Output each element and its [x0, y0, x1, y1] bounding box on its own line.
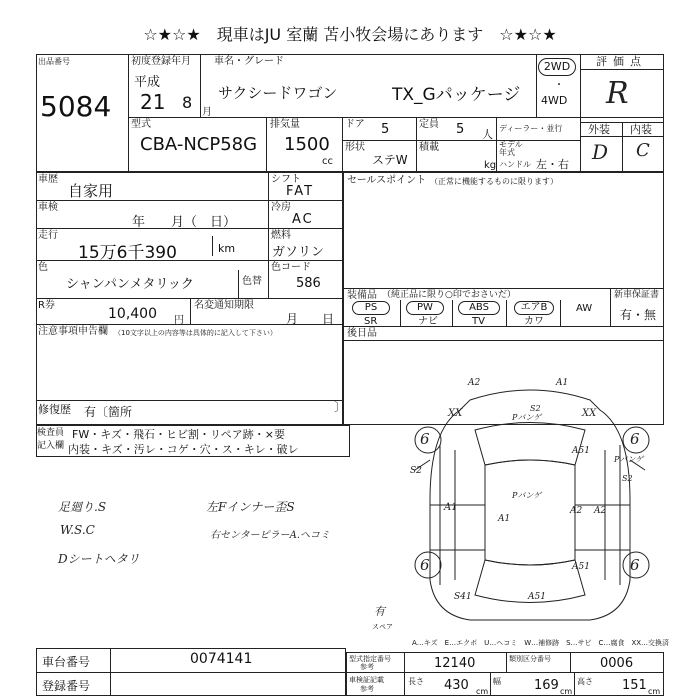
color-value: シャンパンメタリック [66, 277, 194, 292]
spec-no-sub: 参考 [360, 663, 374, 671]
capacity-value: 5 [456, 122, 465, 137]
displacement-value: 1500 [284, 134, 330, 155]
warranty-value: 有・無 [620, 308, 657, 322]
int-label: 内装 [630, 123, 652, 136]
first-reg-era: 平成 [134, 75, 161, 90]
ext-value: D [592, 140, 609, 164]
equip-airbag: エアB [514, 301, 554, 315]
shape-label: 形状 [345, 142, 365, 153]
check-line-2: 内装・キズ・汚レ・コゲ・穴・ス・キレ・破レ [68, 443, 299, 456]
mark-0: A2 [468, 378, 481, 388]
ext-label: 外装 [588, 123, 610, 136]
drive-2wd: 2WD [538, 58, 576, 76]
color-code: 586 [296, 276, 321, 291]
caution-note: （10文字以上の内容等は具体的に記入して下さい） [114, 329, 277, 337]
sales-point-label: セールスポイント [347, 175, 427, 186]
drive-4wd: 4WD [541, 94, 568, 107]
first-reg-label: 初度登録年月 [131, 56, 191, 67]
dims-label: 車検証記載 [349, 676, 384, 684]
width-value: 169 [534, 678, 559, 693]
mark-10: S2 [410, 466, 422, 476]
mark-2: XX [448, 408, 463, 419]
equipment-note: （純正品に限り○印でおさいだ） [382, 290, 516, 300]
reg-no-label: 登録番号 [42, 679, 91, 693]
model-label: 型式 [131, 119, 151, 130]
notice-date-text: 月 日 [286, 312, 335, 326]
spec-no-value: 12140 [434, 656, 476, 671]
after-label: 後日品 [347, 328, 377, 339]
lot-label: 出品番号 [38, 57, 70, 66]
first-reg-year: 21 [140, 90, 166, 114]
model-value: CBA-NCP58G [140, 134, 258, 155]
mileage-label: 走行 [38, 230, 58, 241]
mark-3: XX [582, 408, 597, 419]
equip-abs: ABS [458, 301, 500, 315]
fuel-label: 燃料 [271, 230, 291, 241]
notice-date-label: 名変通知期限 [194, 300, 254, 311]
mark-22: 有 [374, 605, 385, 618]
lot-number: 5084 [40, 90, 112, 123]
ac-value: AC [292, 212, 314, 227]
mileage-value: 15万6千390 [78, 243, 177, 263]
mark-19: 6 [630, 430, 640, 448]
inspection-text: 年 月（ 日） [132, 215, 237, 230]
int-value: C [636, 140, 650, 161]
mark-13: A1 [498, 514, 511, 524]
car-name: サクシードワゴン [218, 84, 338, 102]
mark-16: S41 [454, 592, 472, 602]
color-change-label: 色替 [242, 276, 262, 287]
equip-pw: PW [406, 301, 444, 315]
recycle-value: 10,400 [108, 306, 157, 322]
mark-5: Pバンゲ [512, 413, 542, 422]
drive-separator: ・ [554, 80, 564, 91]
shift-label: シフト [271, 174, 301, 185]
note-1: 足廻り.S [58, 500, 107, 514]
handle-value: 左・右 [536, 158, 569, 171]
car-grade: TX_Gパッケージ [392, 85, 521, 105]
mark-15: A51 [572, 562, 590, 572]
width-label: 幅 [493, 677, 501, 686]
frame-value: 0074141 [190, 651, 253, 667]
displacement-unit: cc [322, 156, 333, 167]
rating-label: 評価点 [596, 55, 647, 68]
equip-sr: SR [364, 316, 378, 327]
note-5: 右センターピラーA.ヘコミ [210, 530, 331, 541]
handle-label: ハンドル [499, 160, 531, 169]
recycle-unit: 円 [174, 315, 184, 326]
class-no-value: 0006 [600, 656, 634, 671]
equip-aw: AW [576, 303, 593, 314]
shift-value: FAT [286, 184, 315, 199]
caution-label: 注意事項申告欄 [38, 326, 108, 337]
mark-8: A2 [570, 506, 583, 516]
height-unit: cm [648, 687, 661, 696]
repair-label: 修復歴 [38, 403, 71, 416]
mark-12: Pバンゲ [512, 491, 542, 500]
repair-bracket: 〕 [334, 400, 347, 414]
equip-leather: カワ [524, 316, 544, 327]
capacity-label: 定員 [419, 119, 439, 130]
mark-17: A51 [528, 592, 546, 602]
color-code-label: 色コード [271, 262, 311, 273]
spec-no-label: 型式指定番号 [349, 655, 391, 663]
mark-4: S2 [530, 404, 541, 413]
header-banner: ☆★☆★ 現車はJU 室蘭 苫小牧会場にあります ☆★☆★ [143, 25, 557, 44]
equip-navi: ナビ [418, 316, 438, 327]
length-value: 430 [444, 678, 469, 693]
history-label: 車歴 [38, 174, 58, 185]
color-label: 色 [38, 262, 48, 273]
check-line-1: FW・キズ・飛石・ヒビ割・リペア跡・×要 [72, 428, 285, 441]
fuel-value: ガソリン [272, 245, 325, 260]
note-4: 左Fインナー歪S [206, 500, 295, 514]
check-label-1: 検査員 [37, 428, 65, 438]
dealer-label: ディーラー・並行 [499, 124, 563, 133]
equip-ps: PS [352, 301, 390, 315]
length-label: 長さ [408, 677, 424, 686]
rating-value: R [606, 76, 629, 111]
ac-label: 冷房 [271, 202, 291, 213]
warranty-label: 新車保証書 [614, 290, 660, 300]
diagram-legend: A…キズ E…エクボ U…ヘコミ W…補修跡 S…サビ C…腐食 XX…交換済 [412, 639, 670, 647]
width-unit: cm [560, 687, 573, 696]
height-label: 高さ [577, 677, 593, 686]
mark-18: 6 [420, 430, 430, 448]
mark-20: 6 [420, 556, 430, 574]
class-no-label: 類別区分番号 [509, 655, 551, 663]
inspection-label: 車検 [38, 202, 58, 213]
dims-sub: 参考 [360, 685, 374, 693]
spare-label: スペア [372, 623, 393, 631]
equipment-label: 装備品 [347, 290, 377, 301]
note-2: W.S.C [60, 523, 95, 537]
mark-11: Pバンゲ [614, 455, 644, 464]
repair-value: 有〔箇所 [84, 405, 133, 419]
model-year-label: モデル年式 [499, 140, 523, 157]
load-label: 積載 [419, 142, 439, 153]
mark-14: S2 [622, 474, 633, 483]
displacement-label: 排気量 [270, 119, 300, 130]
frame-label: 車台番号 [42, 655, 91, 669]
capacity-unit: 人 [482, 128, 493, 141]
mark-9: A2 [594, 506, 607, 516]
check-label-2: 記入欄 [37, 441, 65, 451]
doors-value: 5 [381, 122, 390, 137]
shape-value: ステW [372, 153, 408, 167]
load-unit: kg [484, 160, 497, 171]
mark-7: A1 [444, 502, 458, 513]
first-reg-month: 8 [182, 93, 193, 112]
height-value: 151 [622, 678, 647, 693]
sales-point-note: （正常に機能するものに限ります） [430, 177, 558, 186]
mark-6: A51 [572, 446, 590, 456]
doors-label: ドア [345, 119, 365, 130]
equip-tv: TV [472, 316, 485, 327]
mark-1: A1 [556, 378, 569, 388]
recycle-label: R券 [38, 300, 55, 311]
history-value: 自家用 [68, 182, 114, 200]
length-unit: cm [476, 687, 489, 696]
mileage-unit: km [218, 242, 236, 255]
mark-21: 6 [630, 556, 640, 574]
first-reg-month-unit: 月 [202, 107, 212, 118]
car-name-label: 車名・グレード [214, 56, 284, 67]
note-3: Dシートヘタリ [58, 552, 140, 566]
